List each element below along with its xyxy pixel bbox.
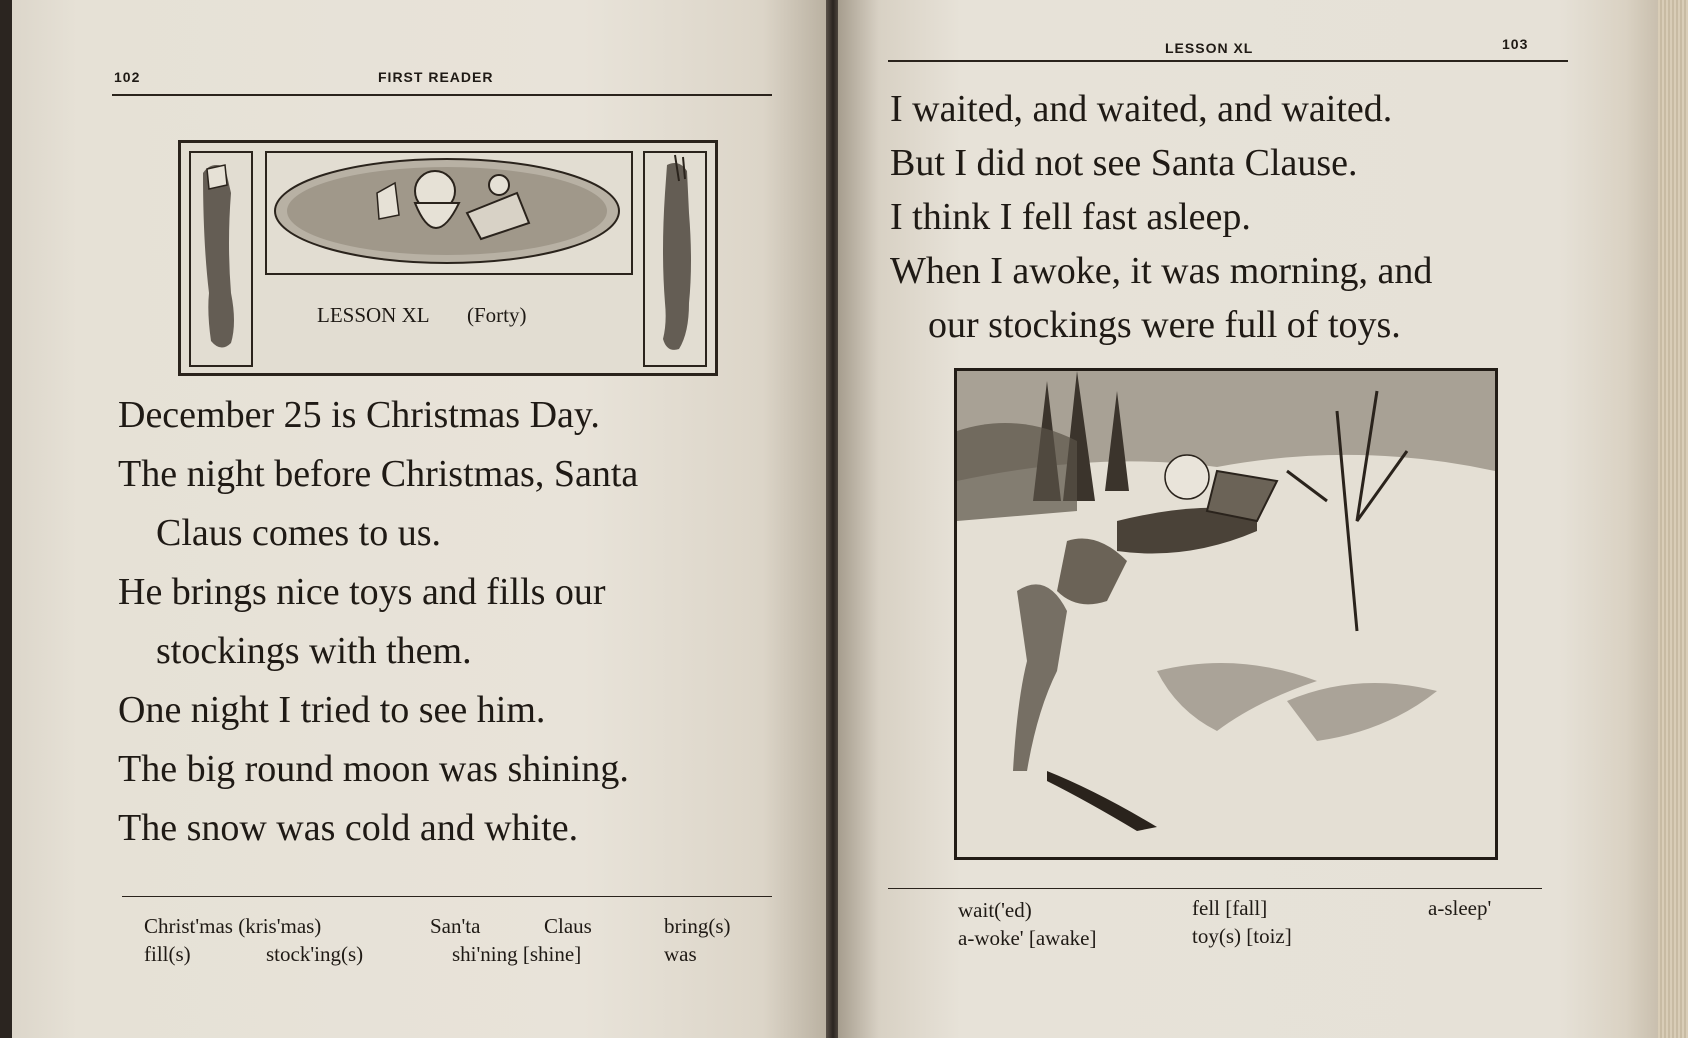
- text-line: One night I tried to see him.: [118, 689, 546, 731]
- page-edges: [1658, 0, 1688, 1038]
- sleigh-reindeer-icon: [957, 371, 1495, 857]
- text-line: our stockings were full of toys.: [928, 304, 1401, 346]
- left-page: [12, 0, 828, 1038]
- vocab-rule-left: [122, 896, 772, 897]
- text-line: stockings with them.: [156, 630, 472, 672]
- text-line: Claus comes to us.: [156, 512, 441, 554]
- stocking-left-icon: [191, 153, 247, 361]
- text-line: He brings nice toys and fills our: [118, 571, 606, 613]
- vocab-word: Christ'mas (kris'mas): [144, 914, 322, 938]
- running-head-left: FIRST READER: [378, 69, 494, 85]
- text-line: But I did not see Santa Clause.: [890, 142, 1358, 184]
- text-line: The snow was cold and white.: [118, 807, 579, 849]
- page-number-left: 102: [114, 69, 141, 85]
- text-line: I think I fell fast asleep.: [890, 196, 1251, 238]
- vocab-rule-right: [888, 888, 1542, 889]
- page-number-right: 103: [1502, 36, 1529, 52]
- vocab-word: toy(s) [toiz]: [1192, 924, 1292, 948]
- stocking-left-panel: [189, 151, 253, 367]
- text-line: I waited, and waited, and waited.: [890, 88, 1393, 130]
- vocab-word: San'ta: [430, 914, 481, 938]
- santa-icon: [267, 153, 627, 269]
- lesson-subtitle: (Forty): [467, 303, 527, 327]
- running-head-right: LESSON XL: [1165, 40, 1254, 56]
- santa-oval-panel: [265, 151, 633, 275]
- header-rule-right: [888, 60, 1568, 62]
- vocab-word: a-woke' [awake]: [958, 926, 1097, 950]
- stocking-right-icon: [645, 153, 701, 361]
- vocab-word: a-sleep': [1428, 896, 1492, 920]
- lesson-title: LESSON XL: [317, 303, 430, 327]
- header-rule-left: [112, 94, 772, 96]
- vocab-word: stock'ing(s): [266, 942, 364, 966]
- text-line: The big round moon was shining.: [118, 748, 629, 790]
- vocab-word: Claus: [544, 914, 592, 938]
- text-line: The night before Christmas, Santa: [118, 453, 639, 495]
- vocab-word: bring(s): [664, 914, 731, 938]
- vocab-word: wait('ed): [958, 898, 1032, 922]
- right-page: [838, 0, 1658, 1038]
- stocking-right-panel: [643, 151, 707, 367]
- vocab-word: fill(s): [144, 942, 191, 966]
- left-body-text: [118, 386, 778, 858]
- right-body-text: [890, 82, 1590, 352]
- lesson-header-illustration: [178, 140, 718, 376]
- vocab-word: fell [fall]: [1192, 896, 1268, 920]
- text-line: When I awoke, it was morning, and: [890, 250, 1433, 292]
- sleigh-illustration: [954, 368, 1498, 860]
- text-line: December 25 is Christmas Day.: [118, 394, 600, 436]
- vocab-word: was: [664, 942, 697, 966]
- vocab-word: shi'ning [shine]: [452, 942, 582, 966]
